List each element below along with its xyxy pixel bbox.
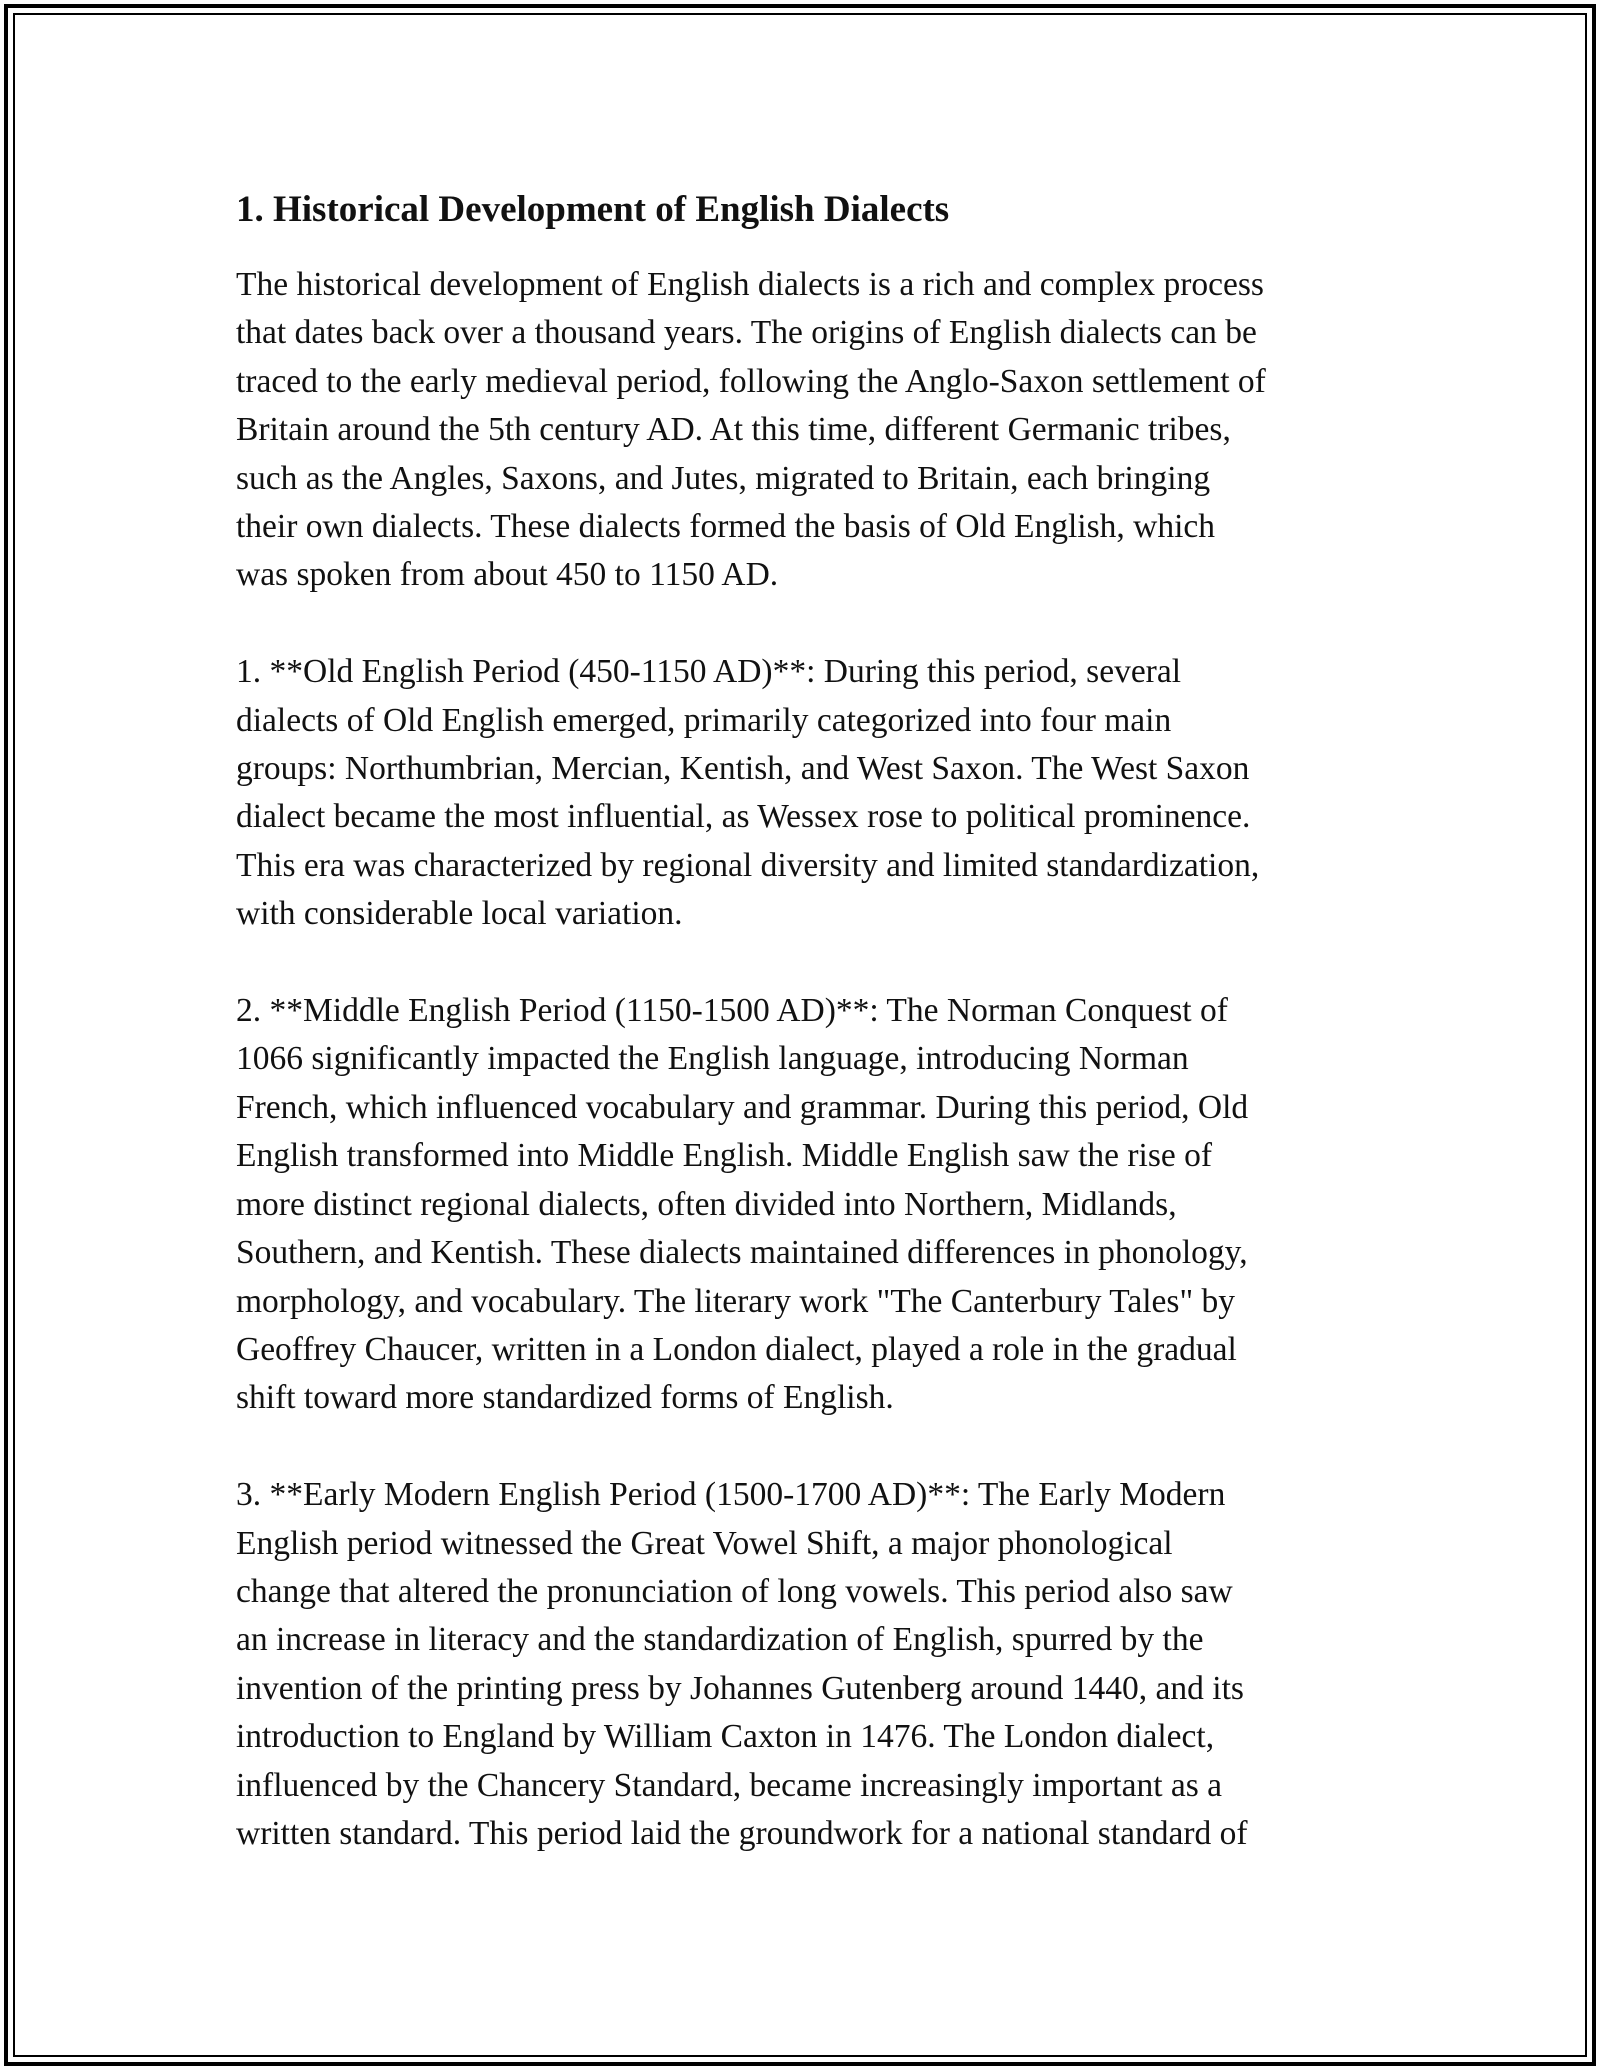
text-line: written standard. This period laid the groundwork for a national standard of <box>236 1814 1248 1852</box>
text-line: with considerable local variation. <box>236 895 683 933</box>
text-line: influenced by the Chancery Standard, became increasingly important as a <box>236 1766 1223 1804</box>
paragraph-spacer <box>236 1423 1376 1471</box>
early-modern-english-paragraph <box>236 1471 1376 1858</box>
text-line: introduction to England by William Caxton in 1476. The London dialect, <box>236 1718 1215 1756</box>
text-line: The historical development of English dialects is a rich and complex process <box>236 266 1264 303</box>
text-line: an increase in literacy and the standardization of English, spurred by the <box>236 1621 1204 1659</box>
document-body <box>236 186 1376 1858</box>
text-line: 1066 significantly impacted the English language, introducing Norman <box>236 1040 1189 1078</box>
text-line: Southern, and Kentish. These dialects maintained differences in phonology, <box>236 1234 1248 1272</box>
text-line: groups: Northumbrian, Mercian, Kentish, and West Saxon. The West Saxon <box>236 750 1250 788</box>
text-line: Britain around the 5th century AD. At this time, different Germanic tribes, <box>236 411 1231 449</box>
text-line: such as the Angles, Saxons, and Jutes, migrated to Britain, each bringing <box>236 459 1211 497</box>
text-line: invention of the printing press by Johannes Gutenberg around 1440, and its <box>236 1669 1244 1707</box>
text-line: their own dialects. These dialects formed the basis of Old English, which <box>236 508 1216 546</box>
text-line: Geoffrey Chaucer, written in a London dialect, played a role in the gradual <box>236 1330 1237 1368</box>
text-line: 2. **Middle English Period (1150-1500 AD)**: The Norman Conquest of <box>236 992 1228 1030</box>
old-english-paragraph <box>236 648 1376 938</box>
text-line: dialect became the most influential, as Wessex rose to political prominence. <box>236 798 1251 836</box>
text-line: English period witnessed the Great Vowel Shift, a major phonological <box>236 1524 1173 1562</box>
intro-paragraph <box>236 261 1376 600</box>
section-heading: 1. Historical Development of English Dialects <box>236 189 950 230</box>
text-line: English transformed into Middle English. Middle English saw the rise of <box>236 1137 1213 1175</box>
text-line: 3. **Early Modern English Period (1500-1700 AD)**: The Early Modern <box>236 1476 1226 1514</box>
paragraph-spacer <box>236 600 1376 648</box>
paragraph-spacer <box>236 939 1376 987</box>
text-line: change that altered the pronunciation of long vowels. This period also saw <box>236 1572 1233 1610</box>
text-line: shift toward more standardized forms of English. <box>236 1379 894 1417</box>
text-line: French, which influenced vocabulary and grammar. During this period, Old <box>236 1088 1249 1126</box>
text-line: 1. **Old English Period (450-1150 AD)**: During this period, several <box>236 653 1182 691</box>
text-line: was spoken from about 450 to 1150 AD. <box>236 556 779 594</box>
text-line: that dates back over a thousand years. The origins of English dialects can be <box>236 314 1257 352</box>
text-line: traced to the early medieval period, following the Anglo-Saxon settlement of <box>236 362 1266 400</box>
text-line: This era was characterized by regional diversity and limited standardization, <box>236 846 1260 884</box>
text-line: dialects of Old English emerged, primarily categorized into four main <box>236 701 1172 739</box>
text-line: more distinct regional dialects, often divided into Northern, Midlands, <box>236 1185 1177 1223</box>
middle-english-paragraph <box>236 987 1376 1423</box>
text-line: morphology, and vocabulary. The literary work "The Canterbury Tales" by <box>236 1282 1236 1320</box>
